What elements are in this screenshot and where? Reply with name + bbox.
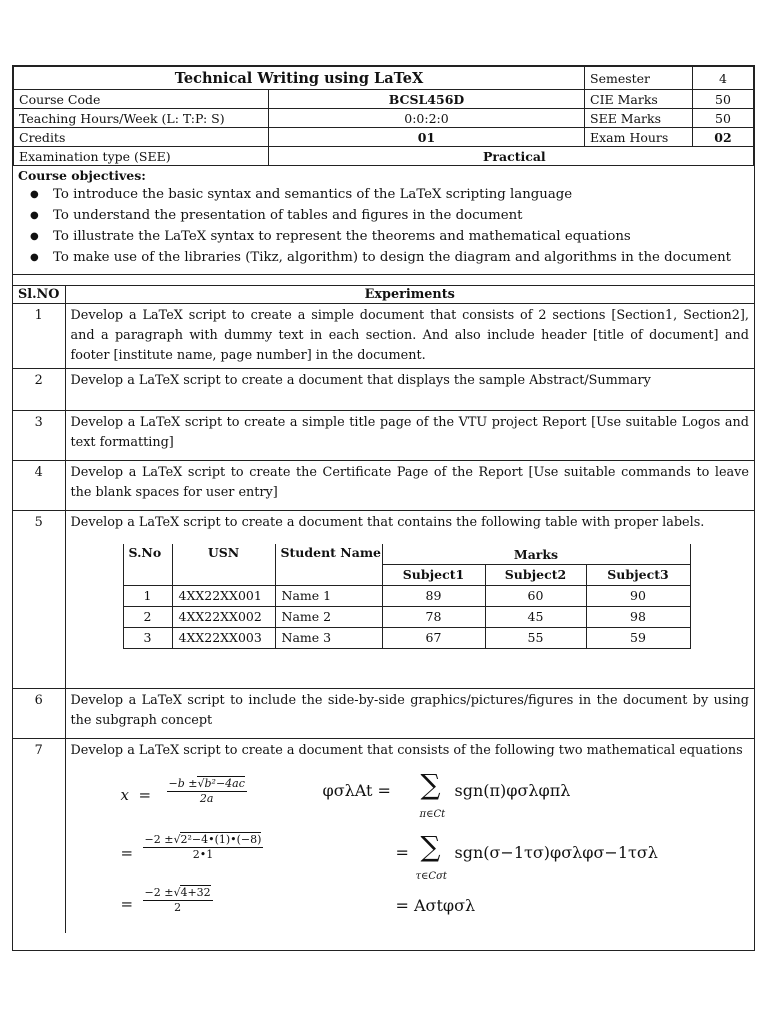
cell-sno: 3 xyxy=(123,628,172,649)
eq-equals: = xyxy=(120,895,134,913)
experiments-header: Experiments xyxy=(364,287,455,302)
sum-symbol: ∑ xyxy=(420,830,441,863)
syllabus-sheet xyxy=(12,65,755,951)
experiment-number: 5 xyxy=(13,511,65,689)
student-marks-table xyxy=(123,544,691,649)
exam-hours-label: Exam Hours xyxy=(585,128,693,147)
cell-name: Name 3 xyxy=(275,628,382,649)
table-row xyxy=(123,607,690,628)
eq-right-body1: sgn(π)φσλφπλ xyxy=(454,781,571,800)
cell-usn: 4XX22XX001 xyxy=(172,586,275,607)
teaching-hours-label: Teaching Hours/Week (L: T:P: S) xyxy=(14,109,269,128)
marks-header-marks: Marks xyxy=(382,544,690,565)
cell-subject3: 90 xyxy=(586,586,690,607)
marks-header-subject1: Subject1 xyxy=(382,565,485,586)
exam-type-value: Practical xyxy=(269,147,754,166)
eq-left-line3: $\frac{-2 \pm√4+32}{2}$ xyxy=(144,886,211,914)
eq-equals: = xyxy=(120,844,134,862)
objective-item: ● To make use of the libraries (Tikz, algorithm) to design the diagram and algorithms in the document xyxy=(18,247,749,268)
experiment-text: Develop a LaTeX script to create a simple document that consists of 2 sections [Section1, Section2], and a paragraph with dummy text in each section. And also include header [title of document] and footer [institute name, page number] in the document. xyxy=(65,304,754,369)
course-code-value: BCSL456D xyxy=(269,90,585,109)
semester-label: Semester xyxy=(585,67,693,90)
cell-usn: 4XX22XX003 xyxy=(172,628,275,649)
experiment-number: 4 xyxy=(13,461,65,511)
cell-subject2: 45 xyxy=(485,607,586,628)
credits-label: Credits xyxy=(14,128,269,147)
experiment-number: 3 xyxy=(13,411,65,461)
objectives-list xyxy=(18,184,749,268)
equations-block xyxy=(71,761,750,931)
marks-header-subject2: Subject2 xyxy=(485,565,586,586)
sum-symbol: ∑ xyxy=(420,768,441,801)
cell-usn: 4XX22XX002 xyxy=(172,607,275,628)
cell-subject1: 78 xyxy=(382,607,485,628)
eq-left-line1: $\frac{\text{−b ±√b²−4ac}}{2a}$ xyxy=(168,777,245,805)
course-objectives xyxy=(13,166,754,275)
eq-left-line2: $\frac{\text{−2 ±√2²−4•(1)•(−8)}}{2•1}$ xyxy=(144,833,262,861)
sum-index: τ∈Cσt xyxy=(415,871,447,882)
see-marks-label: SEE Marks xyxy=(585,109,693,128)
marks-header-name: Student Name xyxy=(275,544,382,586)
exam-type-label: Examination type (SEE) xyxy=(14,147,269,166)
course-header-table xyxy=(13,66,754,166)
cie-marks-label: CIE Marks xyxy=(585,90,693,109)
table-row xyxy=(123,628,690,649)
cell-sno: 2 xyxy=(123,607,172,628)
cell-subject3: 59 xyxy=(586,628,690,649)
cell-subject2: 60 xyxy=(485,586,586,607)
semester-value: 4 xyxy=(693,67,754,90)
experiment-text: Develop a LaTeX script to create the Certificate Page of the Report [Use suitable commands to leave the blank spaces for user entry] xyxy=(65,461,754,511)
experiment-text: Develop a LaTeX script to create a document that contains the following table with proper labels. xyxy=(70,515,705,530)
experiments-table xyxy=(13,286,754,933)
exam-hours-value: 02 xyxy=(693,128,754,147)
cell-subject1: 89 xyxy=(382,586,485,607)
cell-sno: 1 xyxy=(123,586,172,607)
cell-name: Name 2 xyxy=(275,607,382,628)
cell-subject1: 67 xyxy=(382,628,485,649)
cell-subject2: 55 xyxy=(485,628,586,649)
experiment-text: Develop a LaTeX script to create a simple title page of the VTU project Report [Use suitable Logos and text formatting] xyxy=(65,411,754,461)
course-code-label: Course Code xyxy=(14,90,269,109)
eq-equals: = xyxy=(138,786,152,804)
marks-header-usn: USN xyxy=(172,544,275,586)
marks-header-sno: S.No xyxy=(123,544,172,586)
experiment-number: 1 xyxy=(13,304,65,369)
cell-subject3: 98 xyxy=(586,607,690,628)
objectives-heading: Course objectives: xyxy=(18,168,146,183)
eq-right-lhs: φσλAt = xyxy=(322,781,391,800)
objective-item: ● To illustrate the LaTeX syntax to represent the theorems and mathematical equations xyxy=(18,226,749,247)
sum-index: π∈Ct xyxy=(419,809,446,820)
objective-item: ● To understand the presentation of tables and figures in the document xyxy=(18,205,749,226)
cell-name: Name 1 xyxy=(275,586,382,607)
marks-header-subject3: Subject3 xyxy=(586,565,690,586)
credits-value: 01 xyxy=(269,128,585,147)
eq-right-body2: sgn(σ−1τσ)φσλφσ−1τσλ xyxy=(454,843,658,862)
experiment-text: Develop a LaTeX script to create a document that consists of the following two mathematical equations xyxy=(70,743,743,758)
objective-item: ● To introduce the basic syntax and semantics of the LaTeX scripting language xyxy=(18,184,749,205)
experiment-number: 2 xyxy=(13,369,65,411)
experiment-text: Develop a LaTeX script to create a document that displays the sample Abstract/Summary xyxy=(65,369,754,411)
section-gap xyxy=(13,275,754,286)
experiment-number: 7 xyxy=(13,739,65,934)
see-marks-value: 50 xyxy=(693,109,754,128)
experiment-number: 6 xyxy=(13,689,65,739)
course-title: Technical Writing using LaTeX xyxy=(14,67,585,90)
slno-header: Sl.NO xyxy=(13,286,65,304)
table-row xyxy=(123,586,690,607)
cie-marks-value: 50 xyxy=(693,90,754,109)
eq-right-equals: = xyxy=(395,843,409,862)
teaching-hours-value: 0:0:2:0 xyxy=(269,109,585,128)
eq-right-line3: = Aσtφσλ xyxy=(395,896,476,915)
eq-x: x xyxy=(120,786,129,804)
experiment-text: Develop a LaTeX script to include the side-by-side graphics/pictures/figures in the document by using the subgraph concept xyxy=(65,689,754,739)
